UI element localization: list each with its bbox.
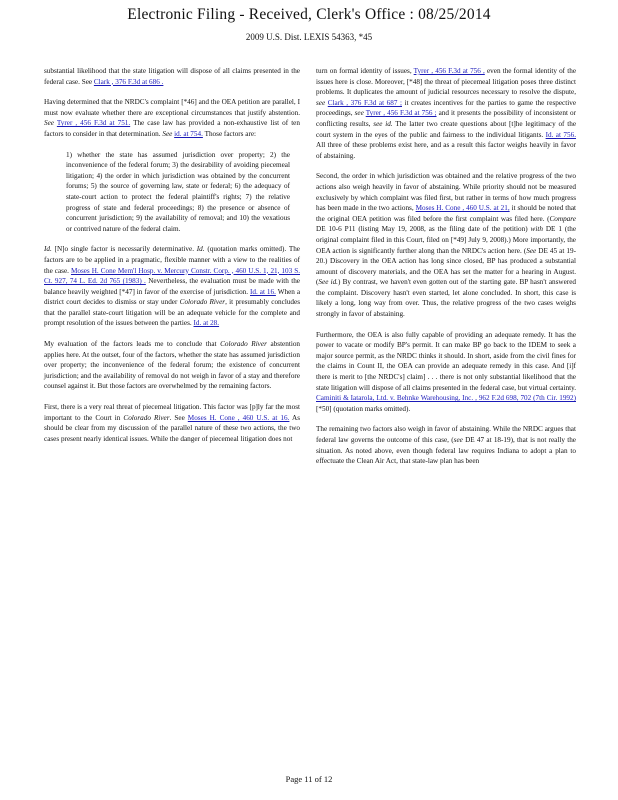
citation-link[interactable]: Tyrer , 456 F.3d at 756 , — [413, 67, 485, 75]
right-column — [316, 66, 576, 477]
left-paragraph-2: Having determined that the NRDC's complaint [*46] and the OEA petition are parallel, I must now evaluate whether there are exceptional circumstances that justify abstention. See Tyrer , 456 F.3d at 751. The case law has provided a non-exhaustive list of ten factors to consider in that determination. See id. at 754. Those factors are: — [44, 98, 300, 138]
citation-link[interactable]: Moses H. Cone , 460 U.S. at 21, — [415, 204, 510, 213]
citation-link[interactable]: Clark , 376 F.3d at 686 . — [93, 77, 164, 86]
citation-link[interactable]: Tyrer , 456 F.3d at 751. — [56, 119, 131, 128]
left-paragraph-5: My evaluation of the factors leads me to conclude that Colorado River abstention applies here. At the outset, four of the factors, whether the state has assumed jurisdiction over property; the inconvenience of the federal forum; the existence of concurrent jurisdiction; and the availability of removal do not weigh in favor of a stay and therefore counsel against it. But those factors are overwhelmed by the remaining factors. — [44, 340, 301, 391]
left-column — [44, 66, 300, 454]
citation-link[interactable]: Id. at 756. — [545, 130, 576, 139]
left-paragraph-1: substantial likelihood that the state litigation will dispose of all claims presented in the federal case. See Clark , 376 F.3d at 686 . — [44, 67, 300, 86]
right-paragraph-2: Second, the order in which jurisdiction was obtained and the relative progress of the two actions also weigh heavily in favor of abstaining. While priority should not be measured exclusively by which complaint was filed first, but rather in terms of how much progress has been made in the two actions, Moses H. Cone , 460 U.S. at 21, it should be noted that the original OEA petition was filed before the first complaint was filed here. (Compare DE 10-6 P11 (listing May 19, 2008, as the filing date of the petition) with DE 1 (the original complaint filed in this Court, filed on [*49] July 9, 2008).) More importantly, the OEA action is significantly further along than the NRDC's action here. (See DE 45 at 19-20.) Discovery in the OEA action has long since closed, BP has produced a substantial amount of discovery materials, and the OEA has set the matter for a hearing in August. (See id.) By contrast, we haven't even gotten out of the starting gate. BP hasn't answered the complaint. Discovery hasn't even started, let alone concluded. In short, this case is likely a long, long way from over. Thus, the relative progress of the two cases weighs strongly in favor of abstaining. — [316, 172, 577, 319]
citation-link[interactable]: Moses H. Cone , 460 U.S. at 16. — [187, 413, 290, 422]
case-citation-header: 2009 U.S. Dist. LEXIS 54363, *45 — [245, 32, 373, 42]
citation-link[interactable]: Tyrer , 456 F.3d at 756 ; — [365, 109, 437, 118]
citation-link[interactable]: Id. at 16. — [250, 287, 276, 296]
page-number: Page 11 of 12 — [285, 774, 333, 784]
right-paragraph-3: Furthermore, the OEA is also fully capable of providing an adequate remedy. It has the power to vacate or modify BP's permit. It can make BP go back to the IDEM to seek a major source permit, as the NRDC thinks it should. In short, aside from the civil fines for the claims in Count II, the OEA can provide an adequate remedy in this case. And [i]f there is merit to [the NRDC's] claim] . . . there is not only substantial likelihood that the state litigation will dispose of all claims presented in the federal case, but virtual certainty. Caminiti & Iatarola, Ltd. v. Behnke Warehousing, Inc. , 962 F.2d 698, 702 (7th Cir. 1992) [*50] (quotation marks omitted). — [316, 330, 576, 413]
citation-link[interactable]: Moses H. Cone Mem'l Hosp. v. Mercury Constr. Corp. , 460 U.S. 1, 21, 103 S. Ct. 927, 74 L. Ed. 2d 765 (1983) . — [44, 266, 300, 286]
right-paragraph-1: turn on formal identity of issues, Tyrer , 456 F.3d at 756 , even the formal identity of the issues here is close. Moreover, [*48] the threat of piecemeal litigation poses three distinct problems. It duplicates the amount of judicial resources necessary to resolve the dispute, see Clark , 376 F.3d at 687 ; it creates incentives for the parties to game the respective proceedings, see Tyrer , 456 F.3d at 756 ; and it presents the possibility of inconsistent or conflicting results, see id. The latter two create questions about [t]he legitimacy of the court system in the eyes of the public and fairness to the individual litigants. Id. at 756. All three of these problems exist here, and as a result this factor weighs heavily in favor of abstaining. — [316, 67, 577, 160]
citation-link[interactable]: Clark , 376 F.3d at 687 ; — [327, 98, 402, 107]
factors-blockquote: 1) whether the state has assumed jurisdiction over property; 2) the inconvenience of the federal forum; 3) the desirability of avoiding piecemeal litigation; 4) the order in which jurisdiction was obtained by the concurrent forums; 5) the source of governing law, state or federal; 6) the adequacy of state-court action to protect the federal plaintiff's rights; 7) the relative progress of state and federal proceedings; 8) the presence or absence of concurrent jurisdiction; 9) the availability of removal; and 10) the vexatious or contrived nature of the federal claim. — [66, 150, 290, 233]
citation-link[interactable]: Caminiti & Iatarola, Ltd. v. Behnke Warehousing, Inc. , 962 F.2d 698, 702 (7th Cir. 1992) — [316, 394, 576, 403]
right-paragraph-4: The remaining two factors also weigh in favor of abstaining. While the NRDC argues that federal law governs the outcome of this case, (see DE 47 at 18-19), that is not really the situation. As noted above, even though federal law requires Indiana to adopt a plan to effectuate the Clean Air Act, that state-law plan has been — [316, 425, 576, 466]
left-paragraph-6: First, there is a very real threat of piecemeal litigation. This factor was [p]ly far the most important to the Court in Colorado River. See Moses H. Cone , 460 U.S. at 16. As should be clear from my discussion of the parallel nature of these two actions, the two cases present nearly identical issues. While the danger of piecemeal litigation does not — [44, 403, 301, 443]
left-paragraph-4: Id. [N]o single factor is necessarily determinative. Id. (quotation marks omitted). The factors are to be applied in a pragmatic, flexible manner with a view to the realities of the case. Moses H. Cone Mem'l Hosp. v. Mercury Constr. Corp. , 460 U.S. 1, 21, 103 S. Ct. 927, 74 L. Ed. 2d 765 (1983) . Nevertheless, the evaluation must be made with the balance heavily weighted [*47] in favor of the exercise of jurisdiction. Id. at 16. When a district court decides to dismiss or stay under Colorado River, it presumably concludes that the parallel state-court litigation will be an adequate vehicle for the complete and prompt resolution of the issues between the parties. Id. at 28. — [44, 245, 301, 328]
filing-stamp-header: Electronic Filing - Received, Clerk's Office : 08/25/2014 — [127, 6, 491, 23]
citation-link[interactable]: id. at 754. — [174, 129, 203, 138]
citation-link[interactable]: Id. at 28. — [193, 319, 220, 328]
